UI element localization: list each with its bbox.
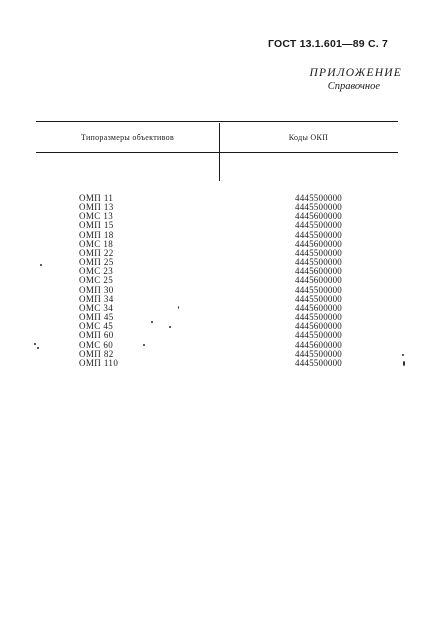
table-row-lens-size: ОМС 60 — [79, 339, 114, 350]
column-header-lens-sizes: Типоразмеры объективов — [80, 132, 175, 142]
okp-code-column — [219, 153, 398, 368]
table-row-lens-size: ОМП 18 — [79, 229, 114, 240]
table-row-okp-code: 4445500000 — [295, 257, 342, 268]
table-row-lens-size: ОМП 60 — [79, 330, 114, 341]
table-row-lens-size: ОМП 11 — [79, 193, 114, 203]
table-row-lens-size: ОМП 110 — [79, 357, 119, 368]
table-row-lens-size: ОМП 25 — [79, 257, 114, 268]
table-row-okp-code: 4445500000 — [295, 357, 342, 368]
table-row-okp-code: 4445600000 — [295, 238, 342, 249]
page-header: ГОСТ 13.1.601—89 С. 7 — [267, 38, 388, 50]
table-row-lens-size: ОМП 15 — [79, 220, 114, 231]
table-row-okp-code: 4445600000 — [295, 339, 342, 350]
scan-speck — [169, 326, 171, 328]
column-divider — [219, 123, 220, 181]
table-row-okp-code: 4445500000 — [295, 202, 342, 213]
table-body — [36, 153, 398, 368]
table-row-lens-size: ОМС 23 — [79, 266, 114, 277]
lens-size-column — [36, 153, 219, 368]
table-row-lens-size: ОМП 30 — [79, 284, 114, 295]
column-header-okp-codes: Коды ОКП — [288, 132, 329, 142]
scan-speck — [402, 354, 404, 356]
table-row-lens-size: ОМС 45 — [79, 321, 114, 332]
table-row-okp-code: 4445500000 — [295, 348, 342, 359]
appendix-title: ПРИЛОЖЕНИЕ — [309, 67, 402, 79]
table-row-okp-code: 4445500000 — [295, 193, 342, 203]
table-row-okp-code: 4445600000 — [295, 266, 342, 277]
scan-speck — [403, 361, 405, 366]
table-row-lens-size: ОМП 13 — [79, 202, 114, 213]
table-row-lens-size: ОМП 22 — [79, 247, 114, 258]
table-row-okp-code: 4445600000 — [295, 321, 342, 332]
scan-speck — [178, 306, 179, 309]
appendix-subtitle: Справочное — [327, 81, 380, 92]
table-row-lens-size: ОМС 34 — [79, 302, 114, 313]
table-row-okp-code: 4445500000 — [295, 312, 342, 323]
table-row-okp-code: 4445500000 — [295, 284, 342, 295]
table-row-okp-code: 4445500000 — [295, 247, 342, 258]
scan-speck — [37, 347, 39, 349]
scan-speck — [143, 344, 145, 346]
table-row-okp-code: 4445500000 — [295, 220, 342, 231]
table-row-lens-size: ОМП 45 — [79, 312, 114, 323]
table-row-okp-code: 4445500000 — [295, 293, 342, 304]
reference-table — [36, 121, 398, 368]
table-row-lens-size: ОМП 34 — [79, 293, 114, 304]
table-row-okp-code: 4445500000 — [295, 330, 342, 341]
table-row-lens-size: ОМС 13 — [79, 211, 114, 222]
table-row-okp-code: 4445500000 — [295, 229, 342, 240]
scan-speck — [40, 264, 42, 266]
appendix-block — [310, 66, 402, 93]
table-row-okp-code: 4445600000 — [295, 211, 342, 222]
table-row-lens-size: ОМС 18 — [79, 238, 114, 249]
table-row-okp-code: 4445600000 — [295, 275, 342, 286]
scan-speck — [34, 343, 36, 345]
table-row-lens-size: ОМС 25 — [79, 275, 114, 286]
table-header-row — [36, 122, 398, 152]
table-row-lens-size: ОМП 82 — [79, 348, 114, 359]
scan-speck — [151, 321, 153, 323]
table-row-okp-code: 4445600000 — [295, 302, 342, 313]
